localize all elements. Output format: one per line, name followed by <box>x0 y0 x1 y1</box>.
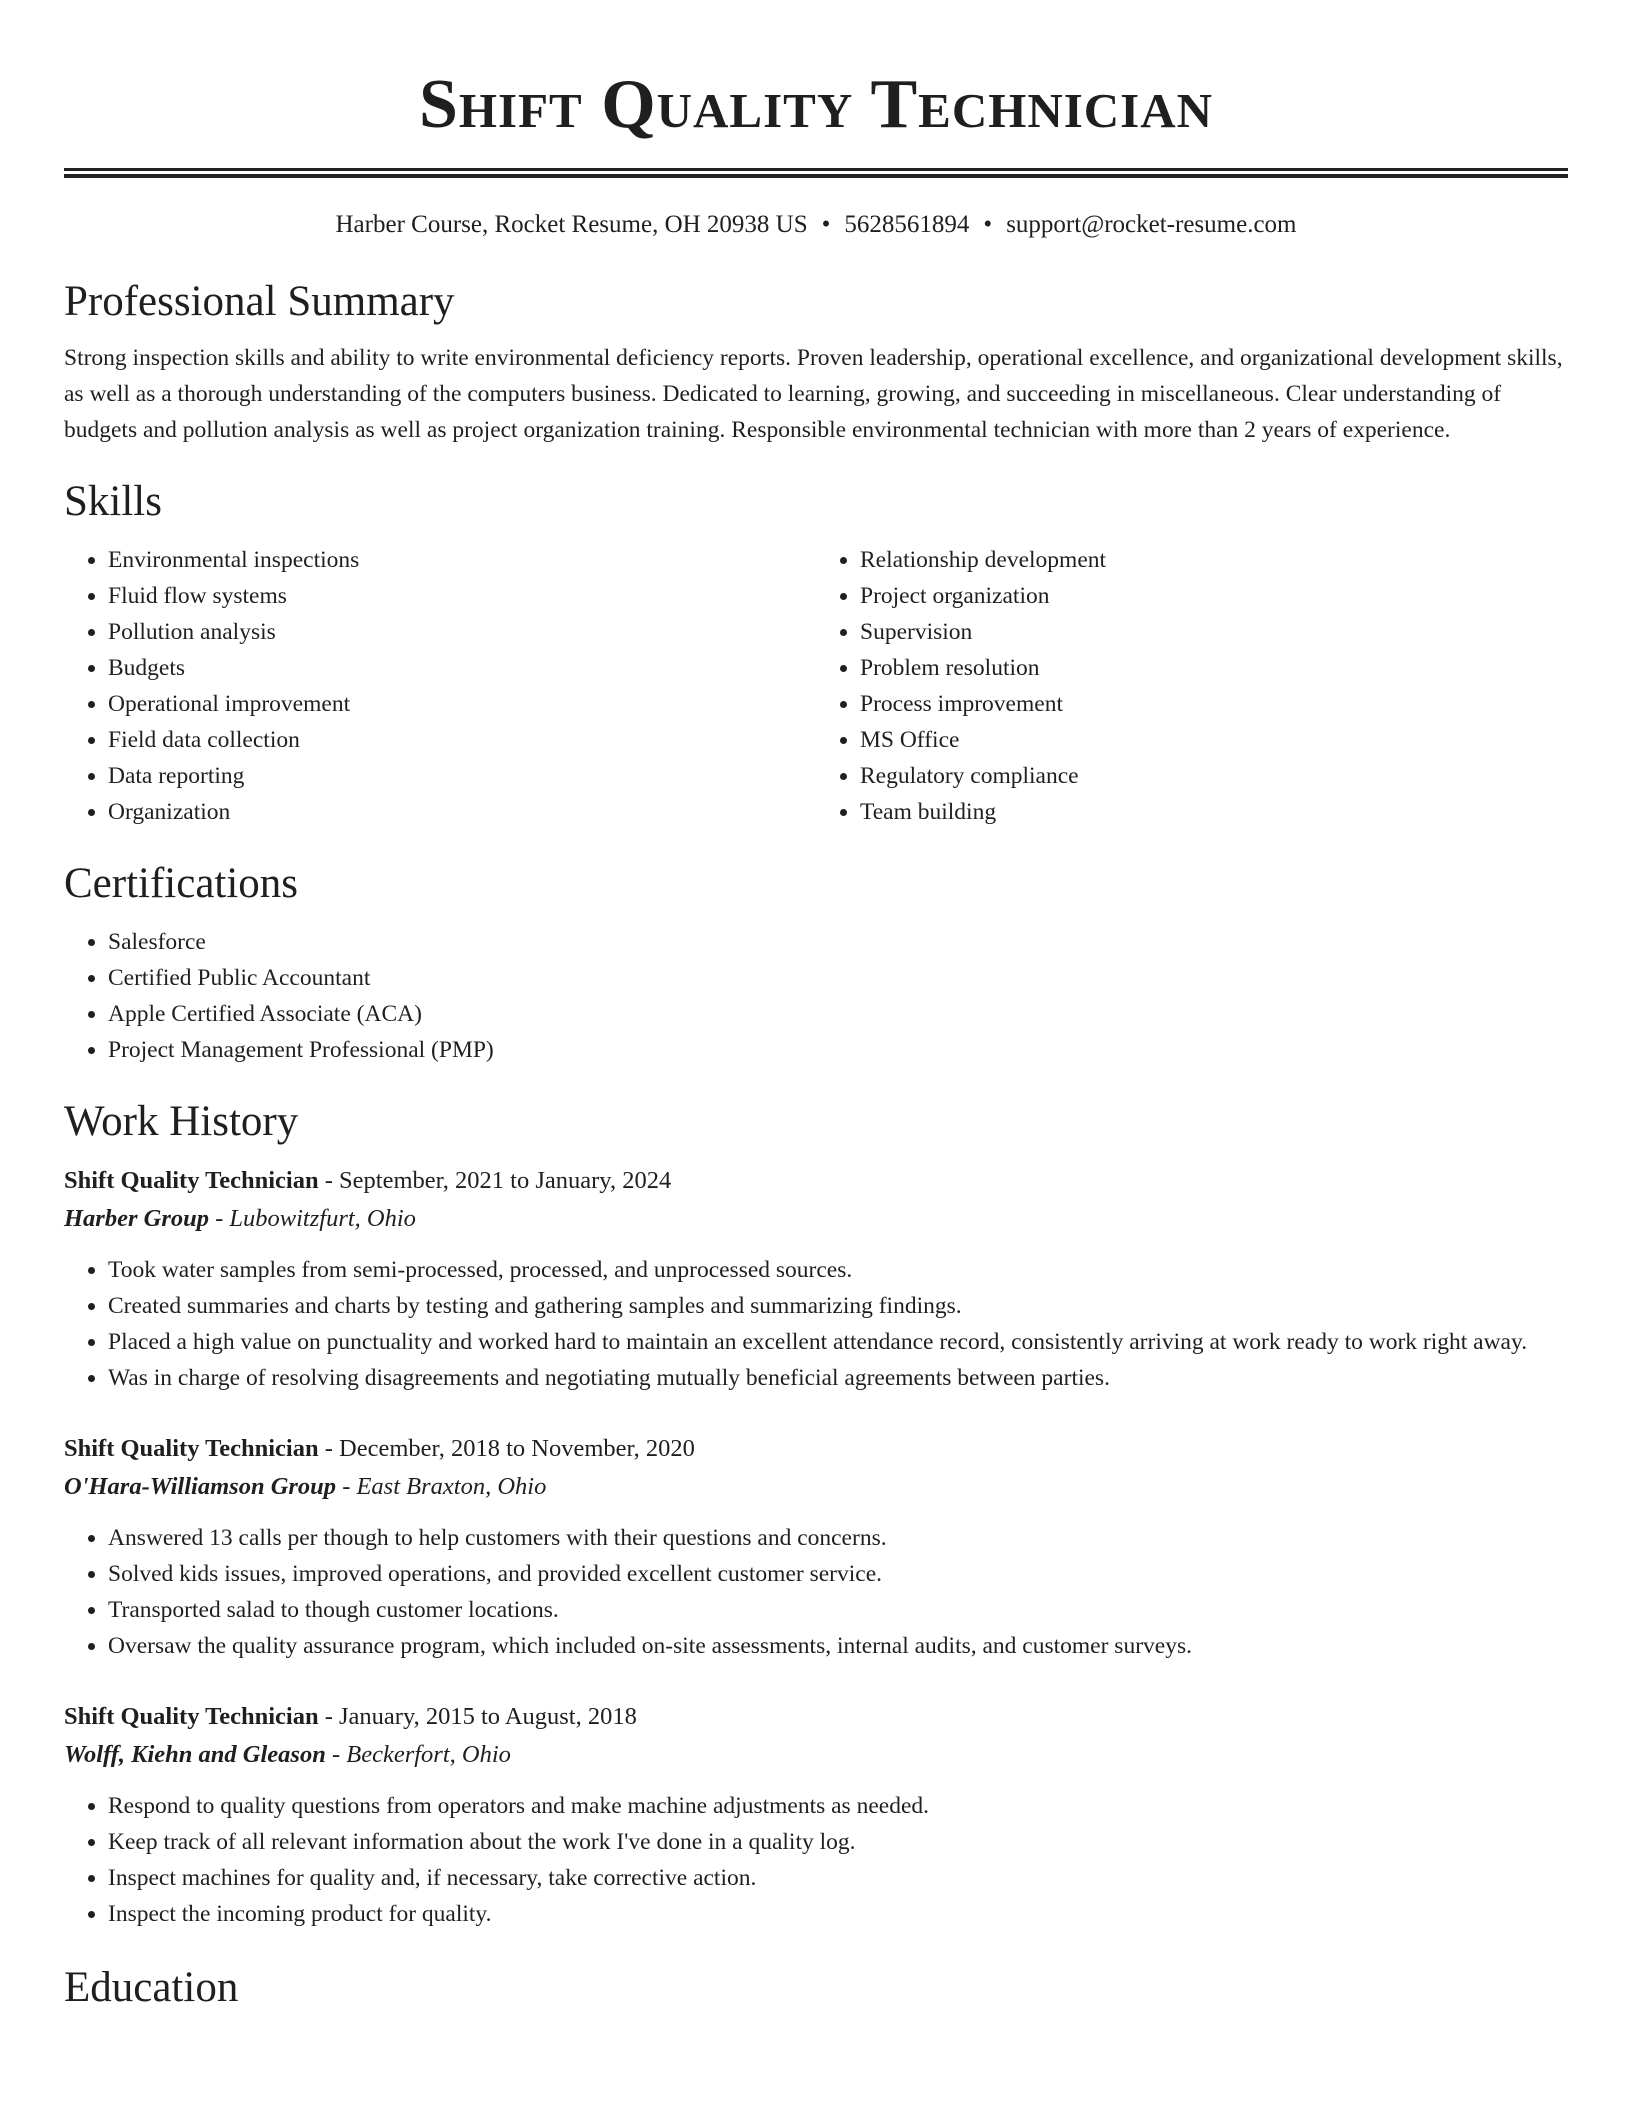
job-title: Shift Quality Technician <box>64 1435 319 1462</box>
job-entry <box>64 1430 1568 1664</box>
job-bullet: • Solved kids issues, improved operations, and provided excellent customer service. <box>108 1556 1568 1592</box>
job-company-line <box>64 1200 1568 1238</box>
job-bullet: • Transported salad to though customer locations. <box>108 1592 1568 1628</box>
job-bullet: • Inspect machines for quality and, if necessary, take corrective action. <box>108 1860 1568 1896</box>
job-bullet: • Answered 13 calls per though to help customers with their questions and concerns. <box>108 1520 1568 1556</box>
certification-item: • Certified Public Accountant <box>108 960 1568 996</box>
job-location: - East Braxton, Ohio <box>336 1473 547 1500</box>
job-bullets <box>64 1520 1568 1664</box>
summary-text: Strong inspection skills and ability to write environmental deficiency reports. Proven leadership, operational excellence, and organizational development skills, as well as a thorough understanding of the computers business. Dedicated to learning, growing, and succeeding in miscellaneous. Clear understanding of budgets and pollution analysis as well as project organization training. Responsible environmental technician with more than 2 years of experience. <box>64 345 1563 443</box>
job-bullets <box>64 1252 1568 1396</box>
contact-separator: • <box>983 211 993 238</box>
job-dates: - January, 2015 to August, 2018 <box>318 1703 637 1730</box>
certification-item: • Project Management Professional (PMP) <box>108 1032 1568 1068</box>
skill-item: • Project organization <box>860 578 1568 614</box>
contact-separator: • <box>821 211 831 238</box>
job-entry <box>64 1698 1568 1932</box>
job-dates: - December, 2018 to November, 2020 <box>318 1435 695 1462</box>
skills-columns <box>64 542 1568 830</box>
skill-item: • Organization <box>108 794 816 830</box>
job-company-line <box>64 1468 1568 1506</box>
job-bullet: • Was in charge of resolving disagreements and negotiating mutually beneficial agreements between parties. <box>108 1360 1568 1396</box>
skill-item: • Fluid flow systems <box>108 578 816 614</box>
job-bullet: • Keep track of all relevant information about the work I've done in a quality log. <box>108 1824 1568 1860</box>
summary-heading: Professional Summary <box>64 278 455 325</box>
resume-page <box>64 0 1568 2014</box>
job-bullet: • Placed a high value on punctuality and worked hard to maintain an excellent attendance record, consistently arriving at work ready to work right away. <box>108 1324 1568 1360</box>
skill-item: • Field data collection <box>108 722 816 758</box>
skill-item: • Data reporting <box>108 758 816 794</box>
certification-item: • Apple Certified Associate (ACA) <box>108 996 1568 1032</box>
work-history-heading: Work History <box>64 1098 299 1145</box>
skill-item: • Relationship development <box>860 542 1568 578</box>
skill-item: • MS Office <box>860 722 1568 758</box>
skill-item: • Supervision <box>860 614 1568 650</box>
job-company-line <box>64 1736 1568 1774</box>
contact-line <box>64 208 1568 242</box>
job-title: Shift Quality Technician <box>64 1167 319 1194</box>
job-dates: - September, 2021 to January, 2024 <box>318 1167 672 1194</box>
job-bullet: • Oversaw the quality assurance program, which included on-site assessments, internal audits, and customer surveys. <box>108 1628 1568 1664</box>
education-heading: Education <box>64 1964 239 2011</box>
job-header <box>64 1162 1568 1200</box>
certifications-heading: Certifications <box>64 860 299 907</box>
contact-phone: 5628561894 <box>844 211 970 238</box>
job-title: Shift Quality Technician <box>64 1703 319 1730</box>
skills-heading: Skills <box>64 478 162 525</box>
job-company: Harber Group <box>64 1205 209 1232</box>
contact-email[interactable]: support@rocket-resume.com <box>1006 211 1297 238</box>
job-header <box>64 1430 1568 1468</box>
job-bullet: • Took water samples from semi-processed, processed, and unprocessed sources. <box>108 1252 1568 1288</box>
skill-item: • Regulatory compliance <box>860 758 1568 794</box>
job-bullet: • Respond to quality questions from operators and make machine adjustments as needed. <box>108 1788 1568 1824</box>
certifications-list <box>64 924 1568 1068</box>
job-bullets <box>64 1788 1568 1932</box>
certification-item: • Salesforce <box>108 924 1568 960</box>
job-entry <box>64 1162 1568 1396</box>
resume-name: Shift Quality Technician <box>418 66 1214 143</box>
header-divider <box>64 168 1568 178</box>
skill-item: • Pollution analysis <box>108 614 816 650</box>
job-location: - Beckerfort, Ohio <box>325 1741 511 1768</box>
contact-address: Harber Course, Rocket Resume, OH 20938 US <box>335 211 808 238</box>
skill-item: • Budgets <box>108 650 816 686</box>
skill-item: • Process improvement <box>860 686 1568 722</box>
job-header <box>64 1698 1568 1736</box>
job-bullet: • Inspect the incoming product for quality. <box>108 1896 1568 1932</box>
job-location: - Lubowitzfurt, Ohio <box>208 1205 416 1232</box>
job-bullet: • Created summaries and charts by testing and gathering samples and summarizing findings. <box>108 1288 1568 1324</box>
skill-item: • Environmental inspections <box>108 542 816 578</box>
skill-item: • Problem resolution <box>860 650 1568 686</box>
skills-list-left <box>64 542 816 830</box>
skill-item: • Operational improvement <box>108 686 816 722</box>
job-company: Wolff, Kiehn and Gleason <box>64 1741 326 1768</box>
skill-item: • Team building <box>860 794 1568 830</box>
job-company: O'Hara-Williamson Group <box>64 1473 337 1500</box>
skills-list-right <box>816 542 1568 830</box>
